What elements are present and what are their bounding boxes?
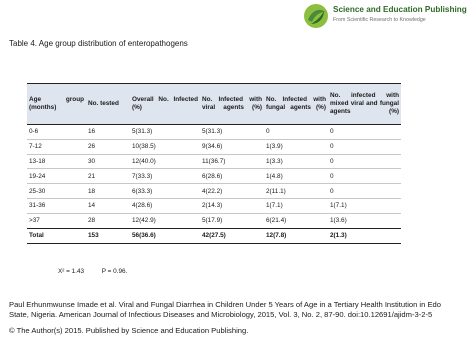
table-header-row <box>27 84 401 125</box>
cell-overall: 7(33.3) <box>130 169 200 184</box>
cell-viral: 9(34.6) <box>200 139 264 154</box>
header-overall-infected: Overall No. Infected (%) <box>130 84 200 125</box>
publisher-logo <box>303 3 467 29</box>
cell-fungal: 1(3.9) <box>264 139 328 154</box>
cell-mixed: 0 <box>328 125 401 140</box>
cell-mixed: 1(7.1) <box>328 198 401 213</box>
cell-fungal: 1(7.1) <box>264 198 328 213</box>
cell-no-tested: 21 <box>86 169 130 184</box>
citation-text: Paul Erhunmwunse Imade et al. Viral and Fungal Diarrhea in Children Under 5 Years of Age in a Tertiary Health Institution in Edo State, Nigeria. American Journal of Infectious Diseases and Microbiology, 2015, Vol. 3, No. 2, 87-90. doi:10.12691/ajidm-3-2-5 <box>9 300 441 319</box>
cell-overall: 6(33.3) <box>130 184 200 199</box>
cell-fungal: 0 <box>264 125 328 140</box>
age-group-table <box>27 83 401 244</box>
cell-overall: 5(31.3) <box>130 125 200 140</box>
total-viral: 42(27.5) <box>200 228 264 243</box>
table-total-row <box>27 228 401 243</box>
copyright-notice: © The Author(s) 2015. Published by Science and Education Publishing. <box>9 326 249 335</box>
cell-age-group: 13-18 <box>27 154 86 169</box>
cell-viral: 11(36.7) <box>200 154 264 169</box>
cell-age-group: 25-30 <box>27 184 86 199</box>
cell-mixed: 0 <box>328 154 401 169</box>
cell-no-tested: 14 <box>86 198 130 213</box>
table-row <box>27 125 401 140</box>
cell-mixed: 0 <box>328 169 401 184</box>
cell-age-group: 31-36 <box>27 198 86 213</box>
cell-fungal: 2(11.1) <box>264 184 328 199</box>
cell-viral: 6(28.6) <box>200 169 264 184</box>
cell-overall: 12(42.9) <box>130 213 200 228</box>
cell-no-tested: 18 <box>86 184 130 199</box>
cell-age-group: >37 <box>27 213 86 228</box>
table-row <box>27 198 401 213</box>
table-row <box>27 139 401 154</box>
cell-fungal: 6(21.4) <box>264 213 328 228</box>
table-row <box>27 169 401 184</box>
table-footnote <box>58 268 127 275</box>
table-title: Table 4. Age group distribution of enteropathogens <box>9 39 188 48</box>
cell-no-tested: 16 <box>86 125 130 140</box>
cell-mixed: 0 <box>328 139 401 154</box>
total-label: Total <box>27 228 86 243</box>
cell-mixed: 0 <box>328 184 401 199</box>
chi-square-value: X² = 1.43 <box>58 268 85 275</box>
publisher-tagline: From Scientific Research to Knowledge <box>333 17 426 23</box>
cell-viral: 2(14.3) <box>200 198 264 213</box>
cell-overall: 10(38.5) <box>130 139 200 154</box>
cell-no-tested: 28 <box>86 213 130 228</box>
cell-mixed: 1(3.6) <box>328 213 401 228</box>
cell-fungal: 1(3.3) <box>264 154 328 169</box>
cell-no-tested: 26 <box>86 139 130 154</box>
total-overall: 56(36.6) <box>130 228 200 243</box>
cell-fungal: 1(4.8) <box>264 169 328 184</box>
p-value: P = 0.96. <box>101 268 128 275</box>
header-no-tested: No. tested <box>86 84 130 125</box>
cell-overall: 4(28.6) <box>130 198 200 213</box>
cell-viral: 5(31.3) <box>200 125 264 140</box>
table-row <box>27 184 401 199</box>
cell-age-group: 0-6 <box>27 125 86 140</box>
header-age-group: Age group (months) <box>27 84 86 125</box>
cell-age-group: 19-24 <box>27 169 86 184</box>
publisher-name: Science and Education Publishing <box>333 5 467 14</box>
cell-age-group: 7-12 <box>27 139 86 154</box>
total-fungal: 12(7.8) <box>264 228 328 243</box>
table-row <box>27 154 401 169</box>
cell-overall: 12(40.0) <box>130 154 200 169</box>
total-no-tested: 153 <box>86 228 130 243</box>
publisher-emblem-icon <box>303 3 329 29</box>
table-row <box>27 213 401 228</box>
header-viral-infected: No. Infected with viral agents (%) <box>200 84 264 125</box>
total-mixed: 2(1.3) <box>328 228 401 243</box>
header-mixed-infected: No. infected with mixed viral and fungal agents (%) <box>328 84 401 125</box>
cell-viral: 4(22.2) <box>200 184 264 199</box>
header-fungal-infected: No. Infected with fungal agents (%) <box>264 84 328 125</box>
cell-viral: 5(17.9) <box>200 213 264 228</box>
cell-no-tested: 30 <box>86 154 130 169</box>
